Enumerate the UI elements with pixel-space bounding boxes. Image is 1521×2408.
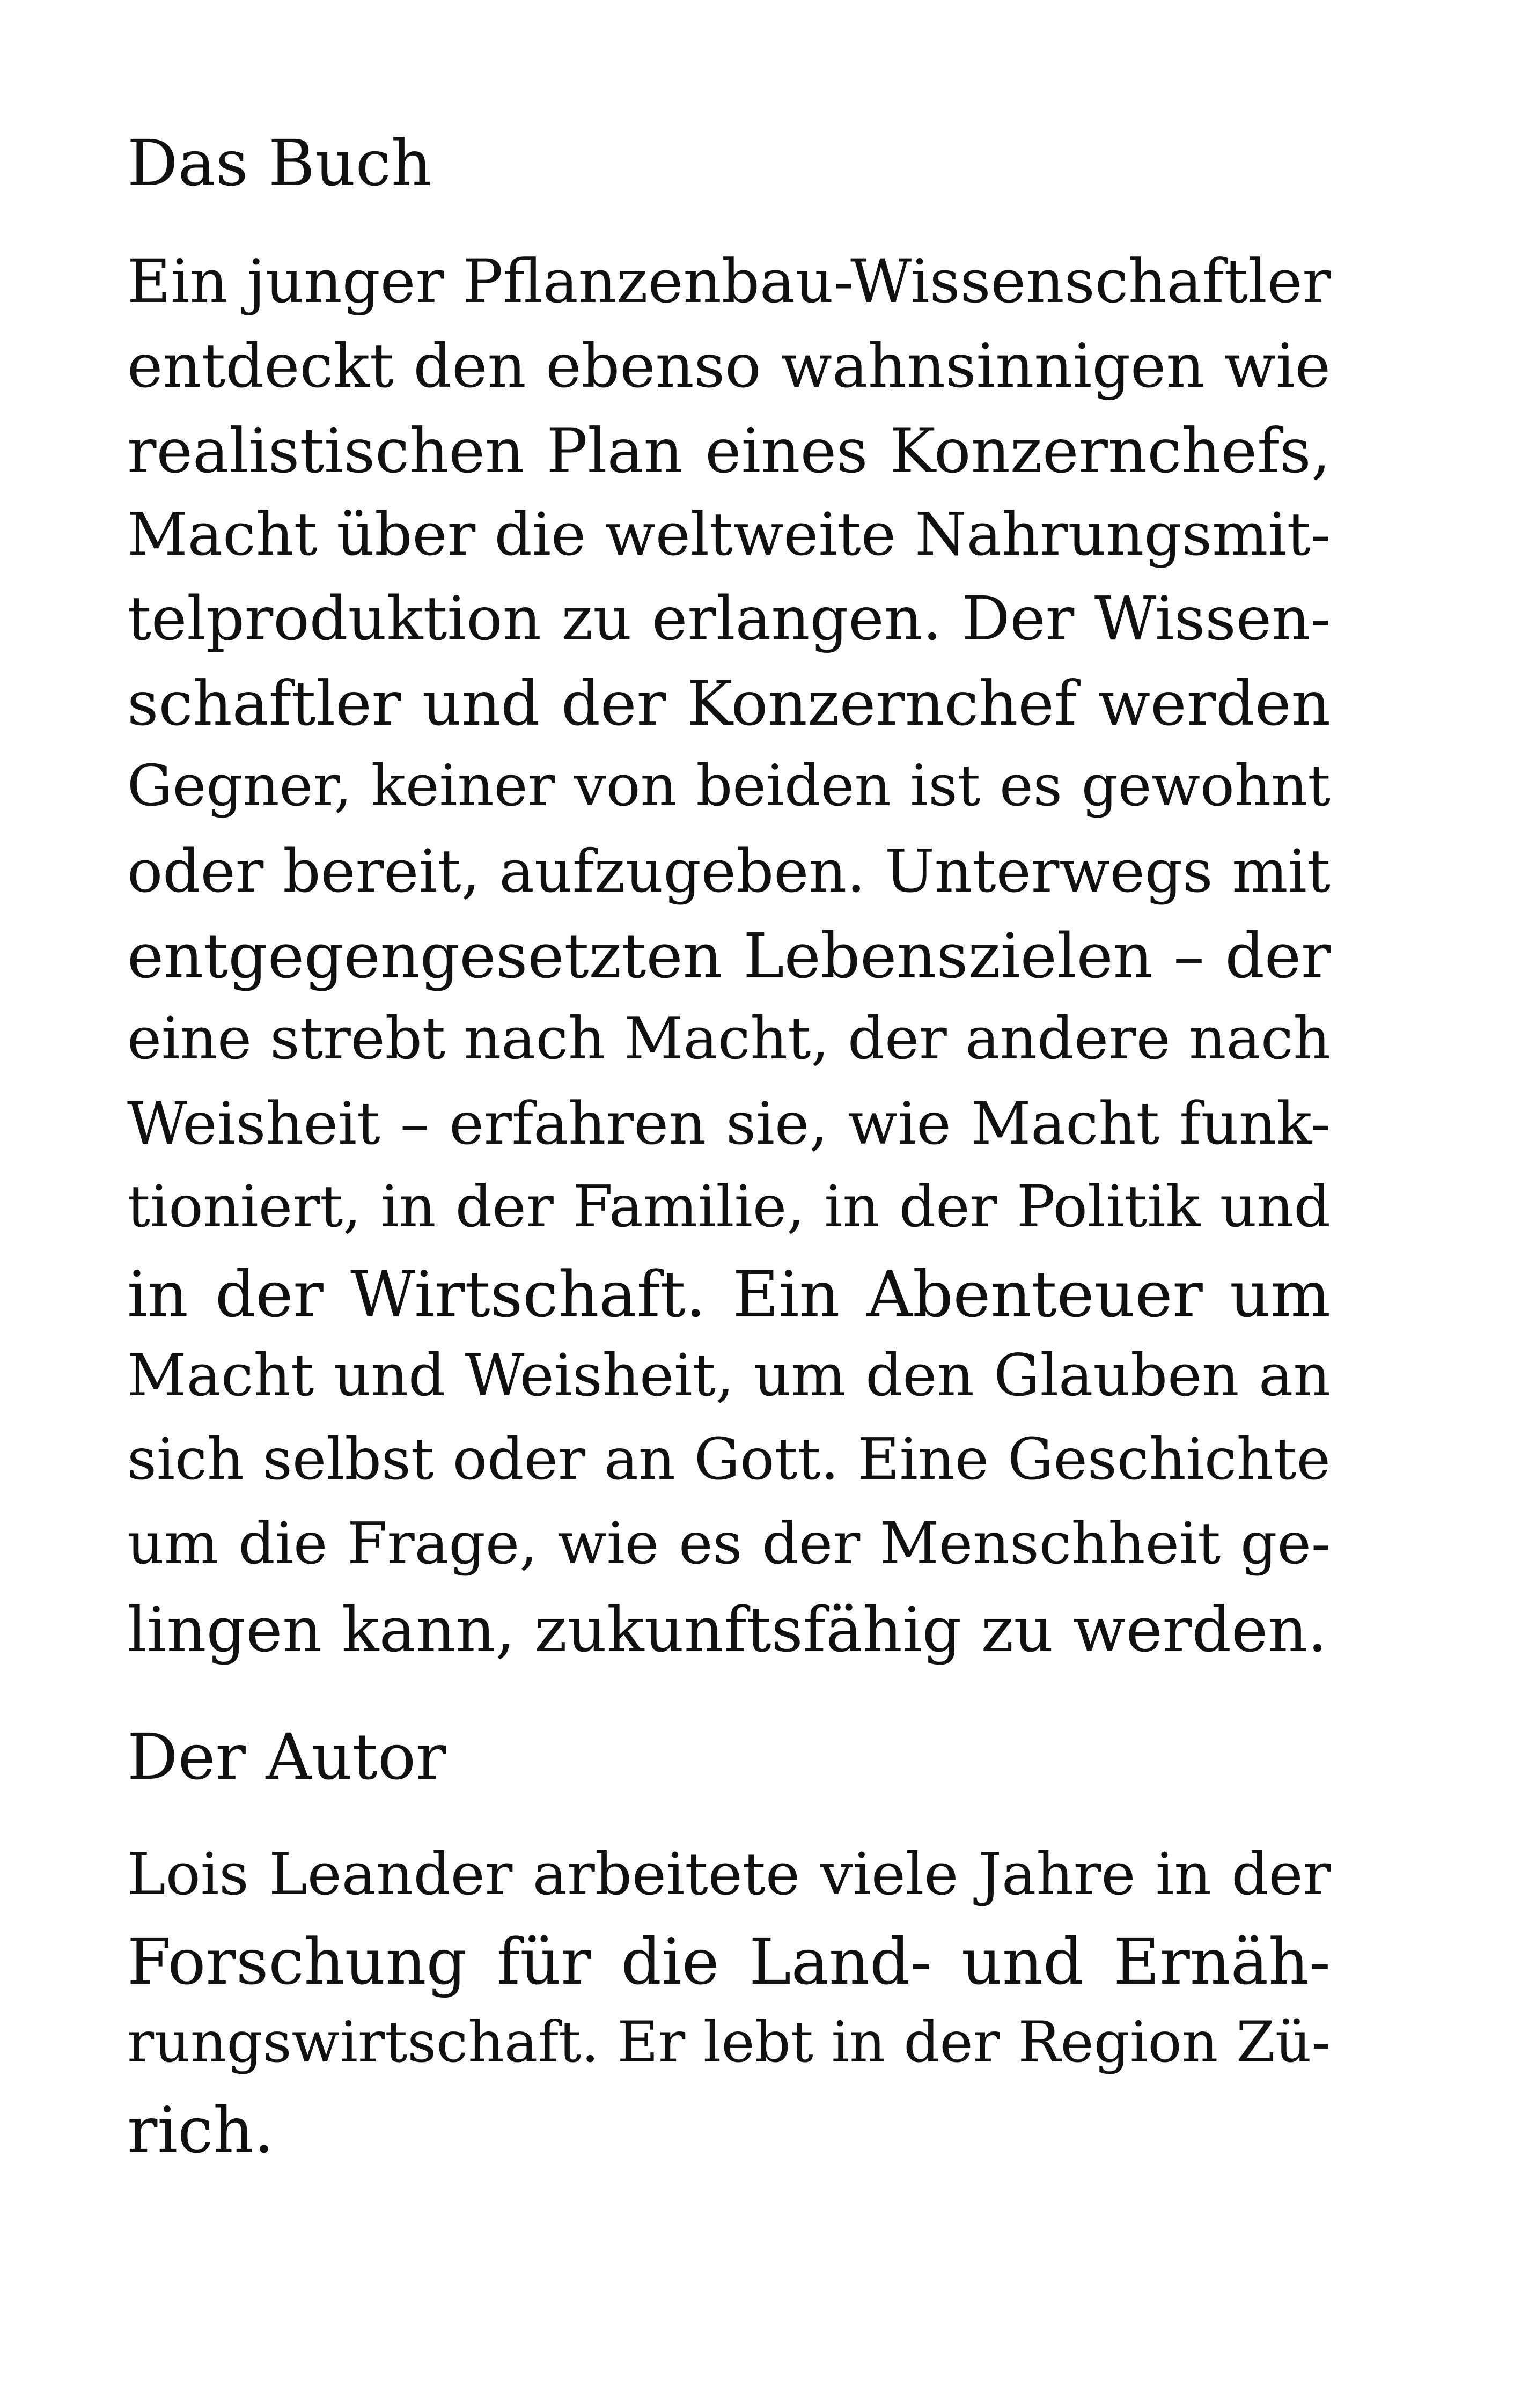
book-line-last: lingen kann, zukunftsfähig zu werden. bbox=[127, 1594, 1327, 1666]
book-line: telproduktion zu erlangen. Der Wissen- bbox=[127, 584, 1331, 654]
book-line: in der Wirtschaft. Ein Abenteuer um bbox=[127, 1257, 1331, 1331]
author-line: Forschung für die Land- und Ernäh- bbox=[127, 1925, 1331, 1999]
book-line: Weisheit – erfahren sie, wie Macht funk- bbox=[127, 1089, 1331, 1158]
book-line: oder bereit, aufzugeben. Unterwegs mit bbox=[127, 837, 1331, 905]
book-line: um die Frage, wie es der Menschheit ge- bbox=[127, 1511, 1331, 1577]
book-line: Ein junger Pflanzenbau-Wissenschaftler bbox=[127, 247, 1331, 316]
book-line: Macht über die weltweite Nahrungsmit- bbox=[127, 500, 1331, 569]
document-page bbox=[127, 0, 1331, 2408]
author-line-last: rich. bbox=[127, 2093, 274, 2167]
book-line: schaftler und der Konzernchef werden bbox=[127, 668, 1331, 739]
book-heading: Das Buch bbox=[127, 126, 432, 200]
book-line: entdeckt den ebenso wahnsinnigen wie bbox=[127, 332, 1331, 401]
book-line: eine strebt nach Macht, der andere nach bbox=[127, 1005, 1331, 1072]
book-line: entgegengesetzten Lebenszielen – der bbox=[127, 921, 1331, 992]
book-line: tioniert, in der Familie, in der Politik und bbox=[127, 1174, 1331, 1240]
author-heading: Der Autor bbox=[127, 1720, 446, 1794]
book-line: sich selbst oder an Gott. Eine Geschichte bbox=[127, 1426, 1331, 1493]
author-line: rungswirtschaft. Er lebt in der Region Zü- bbox=[127, 2009, 1331, 2075]
book-line: Gegner, keiner von beiden ist es gewohnt bbox=[127, 753, 1331, 819]
author-line: Lois Leander arbeitete viele Jahre in der bbox=[127, 1841, 1331, 1908]
book-line: Macht und Weisheit, um den Glauben an bbox=[127, 1342, 1331, 1409]
book-line: realistischen Plan eines Konzernchefs, bbox=[127, 415, 1331, 487]
